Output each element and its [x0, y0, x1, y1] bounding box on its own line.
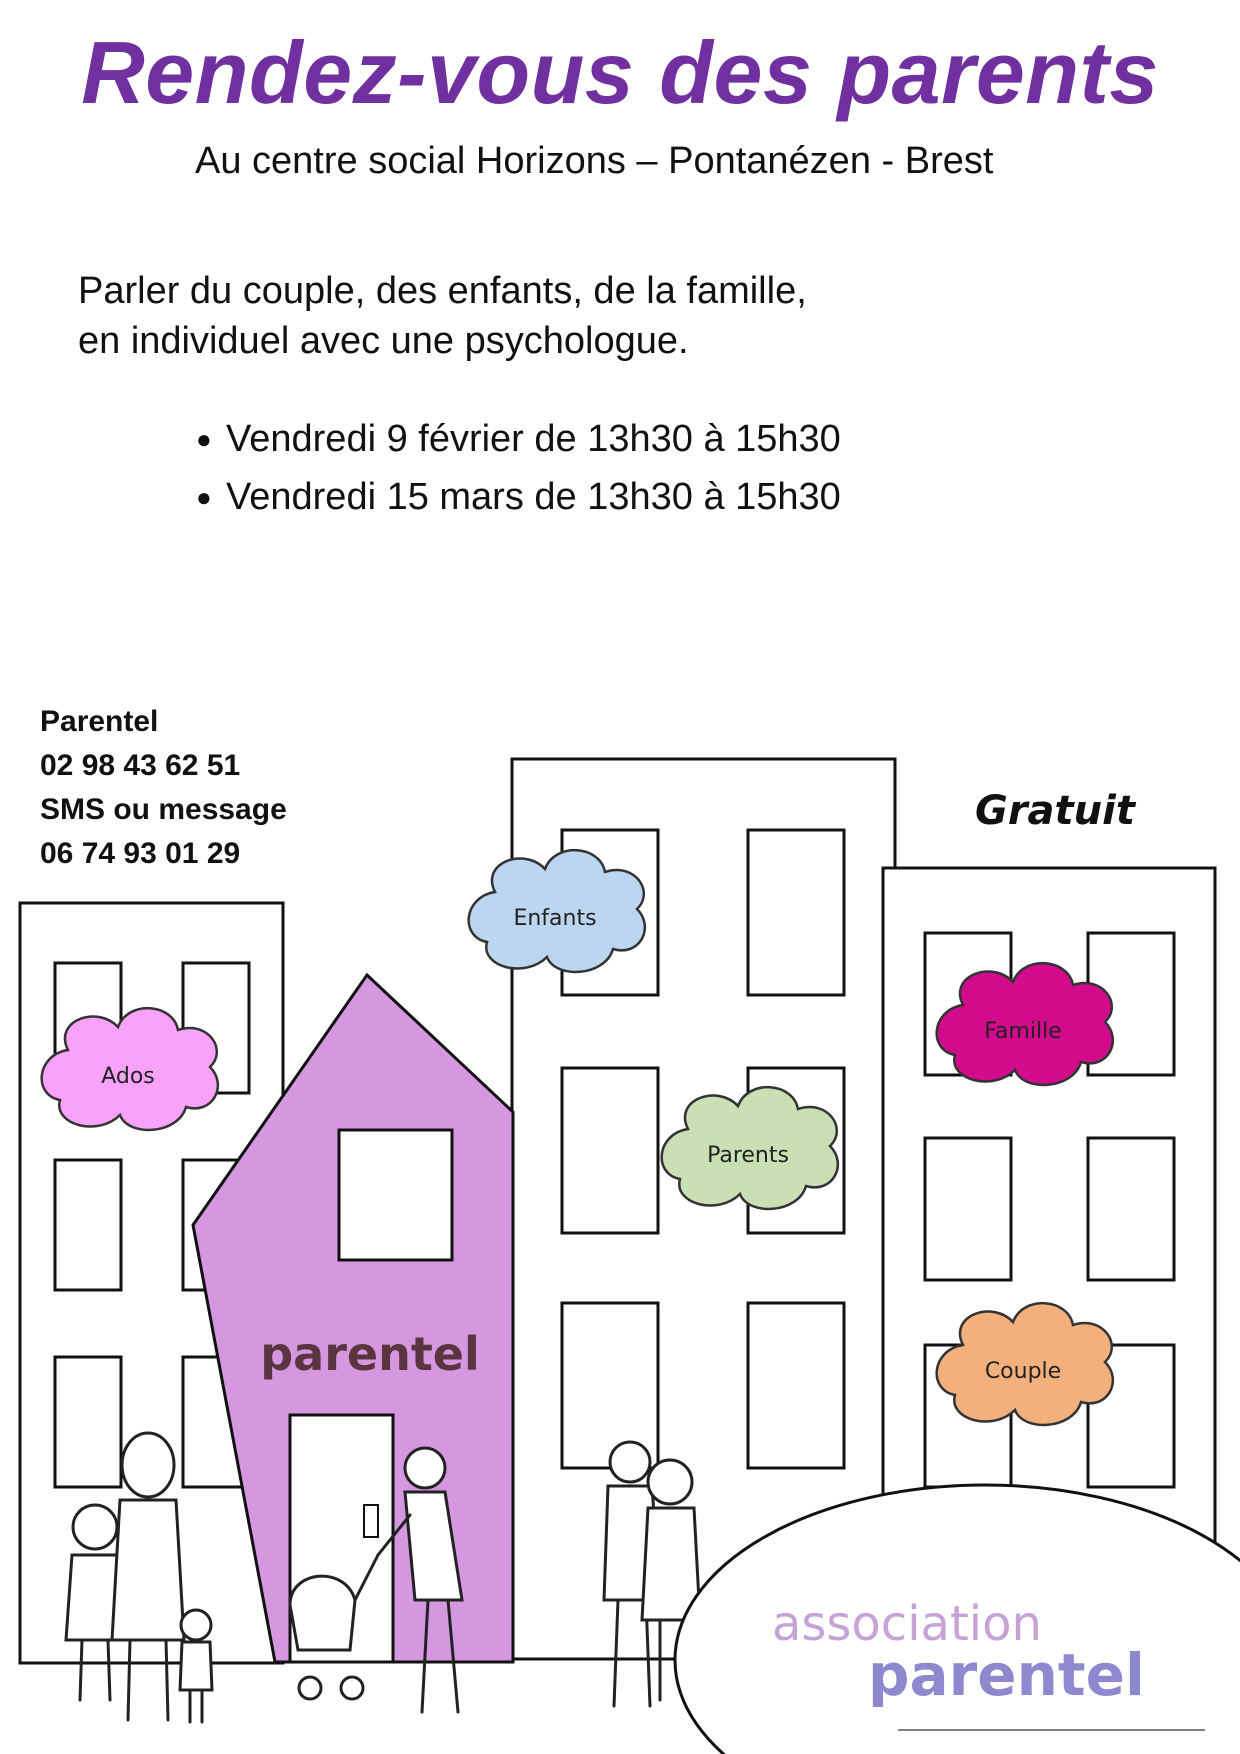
location-subtitle: Au centre social Horizons – Pontanézen - Brest — [195, 140, 994, 182]
cloud-label: Famille — [984, 1019, 1062, 1044]
price-label: Gratuit — [975, 788, 1135, 834]
cloud-label: Parents — [707, 1143, 789, 1168]
cloud-label: Ados — [101, 1064, 155, 1089]
contact-sms-label: SMS ou message — [40, 793, 287, 826]
page-title: Rendez-vous des parents — [81, 23, 1159, 122]
bullet-icon: ● — [196, 482, 212, 512]
date-text: Vendredi 15 mars de 13h30 à 15h30 — [226, 476, 841, 518]
intro-line-2: en individuel avec une psychologue. — [78, 320, 689, 362]
logo-line-2: parentel — [868, 1641, 1145, 1709]
contact-name: Parentel — [40, 705, 159, 738]
contact-block — [40, 700, 287, 876]
cloud-label: Couple — [984, 1359, 1062, 1384]
contact-phone: 02 98 43 62 51 — [40, 749, 241, 782]
house-sign: parentel — [260, 1327, 480, 1381]
date-text: Vendredi 9 février de 13h30 à 15h30 — [226, 418, 841, 460]
intro-line-1: Parler du couple, des enfants, de la famille, — [78, 270, 807, 312]
logo-line-1: association — [772, 1596, 1042, 1652]
contact-mobile: 06 74 93 01 29 — [40, 837, 241, 870]
cloud-label: Enfants — [513, 906, 597, 931]
bullet-icon: ● — [196, 424, 212, 454]
